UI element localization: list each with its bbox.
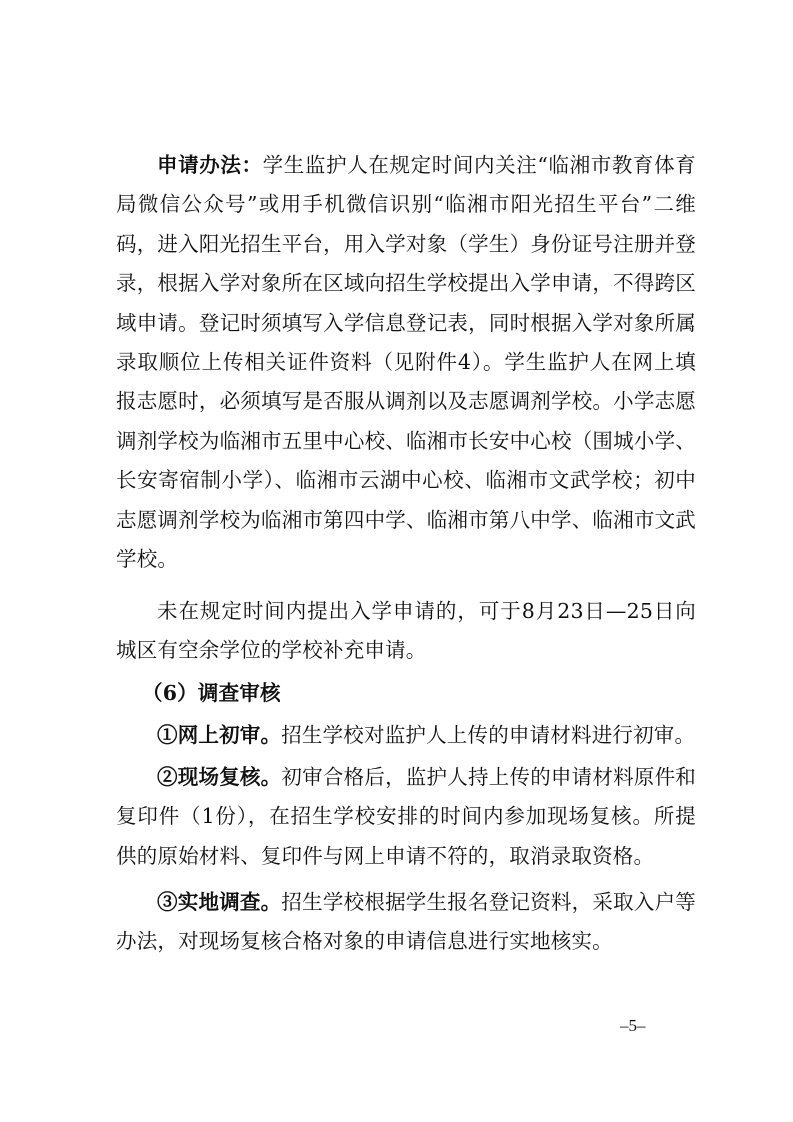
paragraph-online-review: [116, 716, 696, 755]
late-apply-text: 未在规定时间内提出入学申请的，可于8月23日—25日向城区有空余学位的学校补充申请。: [116, 599, 696, 663]
paragraph-apply-method: [116, 146, 696, 579]
online-review-label: ①网上初审。: [157, 723, 282, 747]
apply-method-text: 学生监护人在规定时间内关注“临湘市教育体育局微信公众号”或用手机微信识别“临湘市阳光招生平台”二维码，进入阳光招生平台，用入学对象（学生）身份证号注册并登录，根据入学对象所在区域向招生学校提出入学申请，不得跨区域申请。登记时须填写入学信息登记表，同时根据入学对象所属录取顺位上传相关证件资料（见附件4）。学生监护人在网上填报志愿时，必须填写是否服从调剂以及志愿调剂学校。小学志愿调剂学校为临湘市五里中心校、临湘市长安中心校（围城小学、长安寄宿制小学）、临湘市云湖中心校、临湘市文武学校；初中志愿调剂学校为临湘市第四中学、临湘市第八中学、临湘市文武学校。: [116, 153, 697, 572]
paragraph-onsite-recheck: [116, 758, 696, 876]
onsite-recheck-text: 初审合格后，监护人持上传的申请材料原件和复印件（1份），在招生学校安排的时间内参加现场复核。所提供的原始材料、复印件与网上申请不符的，取消录取资格。: [116, 765, 697, 868]
apply-method-label: 申请办法：: [157, 153, 263, 177]
paragraph-late-apply: [116, 592, 696, 671]
section-6-heading: （6）调查审核: [142, 681, 281, 705]
online-review-text: 招生学校对监护人上传的申请材料进行初审。: [281, 723, 696, 747]
paragraph-field-survey: [116, 883, 696, 962]
page-number: –5–: [620, 1016, 646, 1035]
onsite-recheck-label: ②现场复核。: [157, 765, 282, 789]
field-survey-label: ③实地调查。: [157, 890, 282, 914]
field-survey-text: 招生学校根据学生报名登记资料，采取入户等办法，对现场复核合格对象的申请信息进行实地核实。: [116, 890, 697, 954]
